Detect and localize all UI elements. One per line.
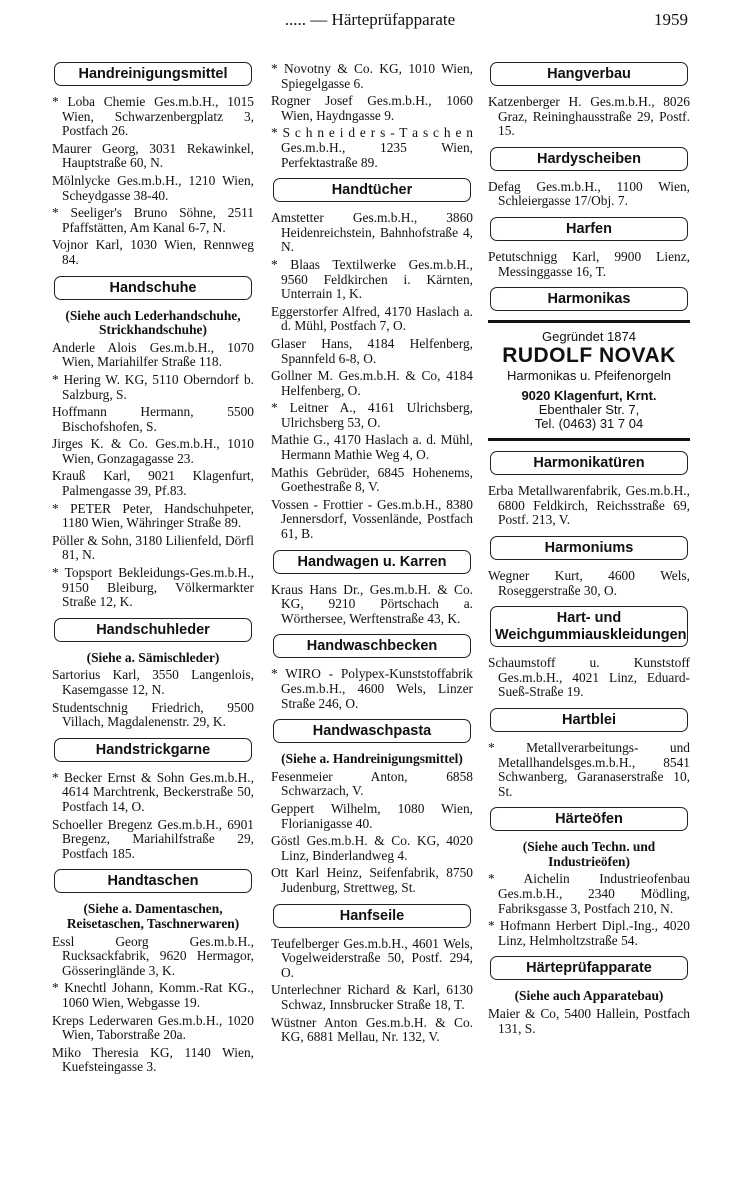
- section-heading: Harmonikatüren: [490, 451, 688, 475]
- listing-entry: Krauß Karl, 9021 Klagenfurt, Palmengasse 39, Pf.83.: [52, 468, 254, 499]
- listing-entry: Anderle Alois Ges.m.b.H., 1070 Wien, Mariahilfer Straße 118.: [52, 339, 254, 370]
- cross-reference: (Siehe auch Apparatebau): [514, 988, 664, 1004]
- ad-phone: Tel. (0463) 31 7 04: [534, 416, 644, 432]
- listing-entry: Geppert Wilhelm, 1080 Wien, Florianigasse 40.: [271, 800, 473, 831]
- page-number: 1959: [654, 10, 688, 29]
- listing-entry: Gollner M. Ges.m.b.H. & Co, 4184 Helfenberg, O.: [271, 368, 473, 398]
- listing-entry: Mathis Gebrüder, 6845 Hohenems, Goethestraße 8, V.: [271, 464, 473, 495]
- listing-entry: * Metallverarbeitungs- und Metallhandelsges.m.b.H., 8541 Schwanberg, Garanaserstraße 10, St.: [488, 739, 690, 799]
- listing-entry: Vojnor Karl, 1030 Wien, Rennweg 84.: [52, 237, 254, 267]
- listing-entry: Glaser Hans, 4184 Helfenberg, Spannfeld 6-8, O.: [271, 335, 473, 366]
- listing-entry: * Becker Ernst & Sohn Ges.m.b.H., 4614 Marchtrenk, Beckerstraße 50, Postfach 14, O.: [52, 769, 254, 814]
- section-heading: Härteprüfapparate: [490, 956, 688, 980]
- listing-entry: Erba Metallwarenfabrik, Ges.m.b.H., 6800 Feldkirch, Reichsstraße 69, Postf. 213, V.: [488, 483, 690, 528]
- listing-entry: * Aichelin Industrieofenbau Ges.m.b.H., 2340 Mödling, Fabriksgasse 3, Postfach 210, N.: [488, 871, 690, 916]
- listing-entry: Studentschnig Friedrich, 9500 Villach, Magdalenenstr. 29, K.: [52, 699, 254, 730]
- listing-entry: * Leitner A., 4161 Ulrichsberg, Ulrichsberg 53, O.: [271, 400, 473, 430]
- section-heading: Hartblei: [490, 708, 688, 732]
- listing-entry: * Hering W. KG, 5110 Oberndorf b. Salzburg, S.: [52, 371, 254, 402]
- section-heading: Harmonikas: [490, 287, 688, 311]
- listing-entry: Katzenberger H. Ges.m.b.H., 8026 Graz, Reininghausstraße 29, Postf. 15.: [488, 94, 690, 139]
- section-heading: Handwaschbecken: [273, 634, 471, 658]
- listing-entry: Kraus Hans Dr., Ges.m.b.H. & Co. KG, 9210 Pörtschach a. Wörthersee, Werftenstraße 43, K.: [271, 581, 473, 626]
- cross-reference: (Siehe a. Handreinigungsmittel): [281, 751, 463, 767]
- section-heading: Handschuhe: [54, 276, 252, 300]
- section-heading: Handschuhleder: [54, 618, 252, 642]
- cross-reference: (Siehe a. Damentaschen, Reisetaschen, Taschnerwaren): [66, 901, 240, 931]
- section-heading: Hanfseile: [273, 904, 471, 928]
- listing-entry: Rogner Josef Ges.m.b.H., 1060 Wien, Haydngasse 9.: [271, 93, 473, 123]
- listing-entry: Schaumstoff u. Kunststoff Ges.m.b.H., 4021 Linz, Eduard-Sueß-Straße 19.: [488, 655, 690, 700]
- listing-entry: Mathie G., 4170 Haslach a. d. Mühl, Hermann Mathie Weg 4, O.: [271, 432, 473, 463]
- listing-entry: Wegner Kurt, 4600 Wels, Roseggerstraße 30, O.: [488, 567, 690, 598]
- section-heading: Handwaschpasta: [273, 719, 471, 743]
- section-heading: Hart- und Weichgummiauskleidungen: [490, 606, 688, 647]
- listing-entry: Vossen - Frottier - Ges.m.b.H., 8380 Jennersdorf, Vossenlände, Postfach 61, B.: [271, 496, 473, 542]
- listing-entry: * Seeliger's Bruno Söhne, 2511 Pfaffstätten, Am Kanal 6-7, N.: [52, 205, 254, 235]
- listing-entry: Pöller & Sohn, 3180 Lilienfeld, Dörfl 81, N.: [52, 532, 254, 563]
- column-3: [488, 62, 690, 1039]
- listing-entry: Fesenmeier Anton, 6858 Schwarzach, V.: [271, 768, 473, 799]
- cross-reference: (Siehe auch Techn. und Industrieöfen): [522, 839, 656, 869]
- section-heading: Harfen: [490, 217, 688, 241]
- column-1: [52, 62, 254, 1078]
- ad-founded: Gegründet 1874: [542, 329, 636, 345]
- listing-entry: Maurer Georg, 3031 Rekawinkel, Hauptstraße 60, N.: [52, 140, 254, 171]
- listing-entry: * Loba Chemie Ges.m.b.H., 1015 Wien, Schwarzenbergplatz 3, Postfach 26.: [52, 94, 254, 139]
- section-heading: Handwagen u. Karren: [273, 550, 471, 574]
- listing-entry: Amstetter Ges.m.b.H., 3860 Heidenreichstein, Bahnhofstraße 4, N.: [271, 210, 473, 255]
- listing-entry: Mölnlycke Ges.m.b.H., 1210 Wien, Scheydgasse 38-40.: [52, 172, 254, 203]
- listing-entry: Hoffmann Hermann, 5500 Bischofshofen, S.: [52, 404, 254, 434]
- listing-entry: Ott Karl Heinz, Seifenfabrik, 8750 Judenburg, Strettweg, St.: [271, 865, 473, 895]
- section-heading: Handtaschen: [54, 869, 252, 893]
- ad-city: 9020 Klagenfurt, Krnt.: [521, 388, 657, 404]
- ad-products: Harmonikas u. Pfeifenorgeln: [506, 368, 672, 384]
- listing-entry: Defag Ges.m.b.H., 1100 Wien, Schleiergasse 17/Obj. 7.: [488, 178, 690, 209]
- cross-reference: (Siehe a. Sämischleder): [86, 649, 220, 665]
- section-heading: Handstrickgarne: [54, 738, 252, 762]
- section-heading: Handreinigungsmittel: [54, 62, 252, 86]
- listing-entry: * Topsport Bekleidungs-Ges.m.b.H., 9150 Bleiburg, Völkermarkter Straße 12, K.: [52, 565, 254, 610]
- running-title: ..... — Härteprüfapparate: [284, 10, 456, 29]
- ad-street: Ebenthaler Str. 7,: [538, 402, 640, 418]
- listing-entry: * S c h n e i d e r s - T a s c h e n Ges.m.b.H., 1235 Wien, Perfektastraße 89.: [271, 125, 473, 170]
- page-header: [0, 8, 740, 34]
- listing-entry: * PETER Peter, Handschuhpeter, 1180 Wien, Währinger Straße 89.: [52, 500, 254, 531]
- section-heading: Harmoniums: [490, 536, 688, 560]
- listing-entry: * Blaas Textilwerke Ges.m.b.H., 9560 Feldkirchen i. Kärnten, Unterrain 1, K.: [271, 256, 473, 302]
- listing-entry: Kreps Lederwaren Ges.m.b.H., 1020 Wien, Taborstraße 20a.: [52, 1012, 254, 1043]
- listing-entry: Sartorius Karl, 3550 Langenlois, Kasemgasse 12, N.: [52, 667, 254, 697]
- listing-entry: * Hofmann Herbert Dipl.-Ing., 4020 Linz, Helmholtzstraße 54.: [488, 918, 690, 948]
- listing-entry: Miko Theresia KG, 1140 Wien, Kuefsteingasse 3.: [52, 1044, 254, 1075]
- listing-entry: Wüstner Anton Ges.m.b.H. & Co. KG, 6881 Mellau, Nr. 132, V.: [271, 1014, 473, 1045]
- ad-company: RUDOLF NOVAK: [502, 344, 676, 368]
- listing-entry: Essl Georg Ges.m.b.H., Rucksackfabrik, 9620 Hermagor, Gösseringlände 3, K.: [52, 933, 254, 978]
- listing-entry: * WIRO - Polypex-Kunststoffabrik Ges.m.b.H., 4600 Wels, Linzer Straße 246, O.: [271, 666, 473, 711]
- section-heading: Hardyscheiben: [490, 147, 688, 171]
- listing-entry: Schoeller Bregenz Ges.m.b.H., 6901 Bregenz, Mariahilfstraße 29, Postfach 185.: [52, 816, 254, 861]
- listing-entry: * Knechtl Johann, Komm.-Rat KG., 1060 Wien, Webgasse 19.: [52, 980, 254, 1010]
- section-heading: Hangverbau: [490, 62, 688, 86]
- listing-entry: Maier & Co, 5400 Hallein, Postfach 131, S.: [488, 1006, 690, 1036]
- listing-entry: * Novotny & Co. KG, 1010 Wien, Spiegelgasse 6.: [271, 61, 473, 91]
- listing-entry: Jirges K. & Co. Ges.m.b.H., 1010 Wien, Gonzagagasse 23.: [52, 436, 254, 466]
- section-heading: Härteöfen: [490, 807, 688, 831]
- advertisement: [488, 320, 690, 441]
- listing-entry: Petutschnigg Karl, 9900 Lienz, Messinggasse 16, T.: [488, 248, 690, 279]
- listing-entry: Unterlechner Richard & Karl, 6130 Schwaz, Innsbrucker Straße 18, T.: [271, 982, 473, 1012]
- column-2: [271, 62, 473, 1048]
- section-heading: Handtücher: [273, 178, 471, 202]
- listing-entry: Teufelberger Ges.m.b.H., 4601 Wels, Vogelweiderstraße 50, Postf. 294, O.: [271, 935, 473, 980]
- listing-entry: Göstl Ges.m.b.H. & Co. KG, 4020 Linz, Binderlandweg 4.: [271, 833, 473, 863]
- listing-entry: Eggerstorfer Alfred, 4170 Haslach a. d. Mühl, Postfach 7, O.: [271, 303, 473, 334]
- cross-reference: (Siehe auch Lederhandschuhe, Strickhandschuhe): [65, 307, 241, 338]
